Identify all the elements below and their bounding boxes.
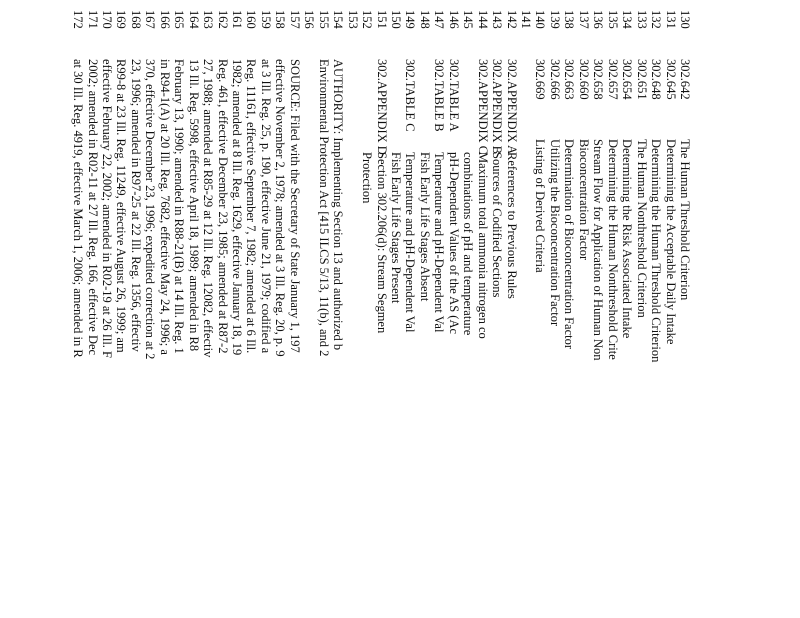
line-number: 161 xyxy=(230,10,245,29)
line-number: 133 xyxy=(634,10,649,29)
line-number: 153 xyxy=(345,10,360,29)
line-number: 160 xyxy=(244,10,259,29)
line-number: 148 xyxy=(417,10,432,29)
section-number: 302.648 xyxy=(649,59,664,100)
appendix-title: Sources of Codified Sections xyxy=(490,152,505,298)
section-number: 302.657 xyxy=(605,59,620,100)
line-number: 145 xyxy=(461,10,476,29)
source-text: at 3 Ill. Reg. 25, p. 190, effective June 21, 1979; codified a xyxy=(258,59,273,354)
appendix-section: 302.APPENDIX A xyxy=(504,59,519,155)
appendix-title: combinations of pH and temperature xyxy=(461,152,476,336)
line-number: 143 xyxy=(490,10,505,29)
appendix-section: 302.APPENDIX D xyxy=(374,59,389,155)
source-text: at 30 Ill. Reg. 4919, effective March 1, 2006; amended in R xyxy=(71,59,86,358)
section-title: The Human Nonthreshold Criterion xyxy=(634,139,649,318)
line-number: 158 xyxy=(273,10,288,29)
section-number: 302.645 xyxy=(663,59,678,100)
appendix-title: References to Previous Rules xyxy=(504,152,519,299)
line-number: 130 xyxy=(678,10,692,29)
line-number: 149 xyxy=(403,10,418,29)
line-number: 157 xyxy=(287,10,302,29)
source-text: 27, 1988; amended at R85-29 at 12 Ill. Reg. 12082, effectiv xyxy=(201,59,216,358)
appendix-title: Fish Early Life Stages Absent xyxy=(417,152,432,302)
section-title: Determination of Bioconcentration Factor xyxy=(562,139,577,350)
section-title: Determining the Acceptable Daily Intake xyxy=(663,139,678,345)
line-number: 172 xyxy=(71,10,86,29)
appendix-title: Section 302.206(d): Stream Segmen xyxy=(374,152,389,334)
appendix-section: 302.APPENDIX B xyxy=(490,59,505,155)
line-number: 162 xyxy=(215,10,230,29)
section-title: The Human Threshold Criterion xyxy=(678,139,692,301)
section-number: 302.654 xyxy=(620,59,635,100)
appendix-title: Maximum total ammonia nitrogen co xyxy=(475,152,490,339)
section-number: 302.666 xyxy=(547,59,562,100)
line-number: 170 xyxy=(100,10,114,29)
source-text: effective February 22, 2002; amended in R02-19 at 26 Ill. F xyxy=(100,59,114,359)
source-text: 23, 1996; amended in R97-25 at 22 Ill. Reg. 1356, effectiv xyxy=(128,59,143,352)
section-number: 302.669 xyxy=(533,59,548,100)
section-title: Determining the Human Threshold Criterion xyxy=(649,139,664,363)
section-title: Listing of Derived Criteria xyxy=(533,139,548,273)
line-number: 136 xyxy=(591,10,606,29)
section-title: Utilizing the Bioconcentration Factor xyxy=(547,139,562,327)
source-text: R99-8 at 23 Ill. Reg. 11249, effective August 26, 1999; am xyxy=(114,59,129,353)
line-number: 139 xyxy=(547,10,562,29)
section-number: 302.658 xyxy=(591,59,606,100)
source-text: in R94-1(A) at 20 Ill. Reg. 7682, effective May 24, 1996; a xyxy=(157,59,172,355)
line-number: 138 xyxy=(562,10,577,29)
line-number: 137 xyxy=(576,10,591,29)
source-text: 370, effective December 23, 1996; expedited correction at 2 xyxy=(143,59,158,360)
source-text: 2002; amended in R02-11 at 27 Ill. Reg. 166, effective Dec xyxy=(85,59,100,356)
line-number: 140 xyxy=(533,10,548,29)
line-number: 168 xyxy=(128,10,143,29)
source-text: February 13, 1990; amended in R88-21(B) at 14 Ill. Reg. 1 xyxy=(172,59,187,354)
line-number: 141 xyxy=(519,10,534,29)
appendix-section: 302.TABLE A xyxy=(446,59,461,132)
source-text: Reg. 461, effective December 23, 1985; amended at R87-2 xyxy=(215,59,230,354)
line-number: 155 xyxy=(316,10,331,29)
line-number: 156 xyxy=(302,10,317,29)
line-number: 166 xyxy=(157,10,172,29)
appendix-title: Protection xyxy=(360,152,375,204)
line-number: 146 xyxy=(446,10,461,29)
line-number: 159 xyxy=(258,10,273,29)
line-number: 165 xyxy=(172,10,187,29)
line-number: 147 xyxy=(432,10,447,29)
appendix-title: Temperature and pH-Dependent Val xyxy=(432,152,447,333)
line-number: 150 xyxy=(389,10,403,29)
section-number: 302.642 xyxy=(678,59,692,100)
authority-text: Environmental Protection Act [415 ILCS 5/13, 11(b), and 2 xyxy=(316,59,331,357)
line-number: 134 xyxy=(620,10,635,29)
appendix-title: Temperature and pH-Dependent Val xyxy=(403,152,418,333)
section-number: 302.651 xyxy=(634,59,649,100)
line-number: 163 xyxy=(201,10,216,29)
appendix-section: 302.APPENDIX C xyxy=(475,59,490,155)
section-title: Determining the Human Nonthreshold Crite xyxy=(605,139,620,360)
line-number: 132 xyxy=(649,10,664,29)
source-text: 1982; amended at 8 Ill. Reg. 1629, effective January 18, 19 xyxy=(230,59,245,356)
line-number: 131 xyxy=(663,10,678,29)
appendix-section: 302.TABLE B xyxy=(432,59,447,132)
line-number: 164 xyxy=(186,10,201,29)
authority-text: AUTHORITY: Implementing Section 13 and authorized b xyxy=(331,59,346,351)
line-number: 151 xyxy=(374,10,389,29)
appendix-title: Fish Early Life Stages Present xyxy=(389,152,403,304)
rotated-document-text xyxy=(71,10,692,616)
source-text: 13 Ill. Reg. 5998, effective April 18, 1989; amended in R8 xyxy=(186,59,201,352)
section-number: 302.663 xyxy=(562,59,577,100)
appendix-section: 302.TABLE C xyxy=(403,59,418,132)
line-number: 169 xyxy=(114,10,129,29)
line-number: 167 xyxy=(143,10,158,29)
section-number: 302.660 xyxy=(576,59,591,100)
source-text: Reg. 11161, effective September 7, 1982; amended at 6 Ill. xyxy=(244,59,259,354)
section-title: Stream Flow for Application of Human Non xyxy=(591,139,606,361)
line-number: 152 xyxy=(360,10,375,29)
line-number: 154 xyxy=(331,10,346,29)
section-title: Bioconcentration Factor xyxy=(576,139,591,261)
source-text: effective November 2, 1978; amended at 3 Ill. Reg. 20, p. 9 xyxy=(273,59,288,357)
section-title: Determining the Risk Associated Intake xyxy=(620,139,635,339)
line-number: 142 xyxy=(504,10,519,29)
appendix-title: pH-Dependent Values of the AS (Ac xyxy=(446,152,461,335)
source-text: SOURCE: Filed with the Secretary of State January 1, 197 xyxy=(287,59,302,353)
line-number: 171 xyxy=(85,10,100,29)
line-number: 144 xyxy=(475,10,490,29)
line-number: 135 xyxy=(605,10,620,29)
